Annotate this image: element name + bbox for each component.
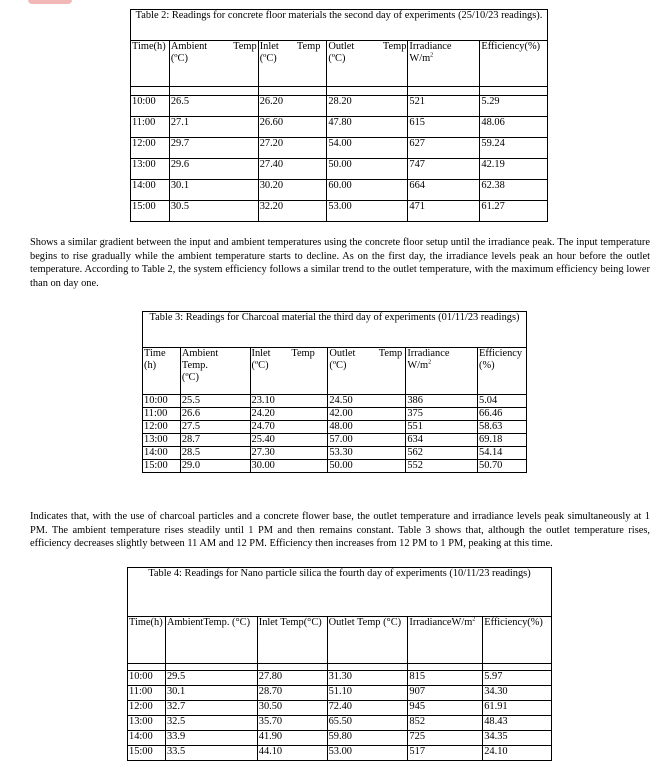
table-row: 15:00 33.5 44.10 53.00 517 24.10 — [128, 746, 552, 761]
table-2-header-inlet: Inlet Temp (ºC) — [258, 41, 327, 87]
table-row: 10:00 25.5 23.10 24.50 386 5.04 — [143, 395, 527, 408]
table-row: 12:00 29.7 27.20 54.00 627 59.24 — [131, 138, 548, 159]
table-row: 11:00 27.1 26.60 47.80 615 48.06 — [131, 117, 548, 138]
table-2 — [130, 9, 548, 222]
table-4 — [127, 567, 552, 761]
table-row: 10:00 29.5 27.80 31.30 815 5.97 — [128, 671, 552, 686]
table-4-header-ambient: AmbientTemp. (°C) — [165, 617, 257, 664]
table-3 — [142, 311, 527, 473]
table-2-header-efficiency: Efficiency(%) — [480, 41, 548, 87]
table-row: 14:00 30.1 30.20 60.00 664 62.38 — [131, 180, 548, 201]
table-row: 12:00 27.5 24.70 48.00 551 58.63 — [143, 421, 527, 434]
table-row: 10:00 26.5 26.20 28.20 521 5.29 — [131, 96, 548, 117]
table-3-header-irradiance: Irradiance $W/m^2$ — [406, 348, 478, 395]
table-2-header-time: Time(h) — [131, 41, 170, 87]
table-4-header-time: Time(h) — [128, 617, 166, 664]
table-3-header-inlet: Inlet Temp (ºC) — [250, 348, 328, 395]
table-4-header-outlet: Outlet Temp (°C) — [327, 617, 408, 664]
paragraph-table-2-discussion: Shows a similar gradient between the input and ambient temperatures using the concrete floor setup until the irradiance peak. The input temperature begins to rise gradually while the ambient temperature starts to decline. As on the first day, the irradiance levels peak an hour before the outlet temperature. According to Table 2, the system efficiency follows a similar trend to the outlet temperature, with the maximum efficiency being lower than on day one. — [30, 237, 650, 289]
table-row: 13:00 29.6 27.40 50.00 747 42.19 — [131, 159, 548, 180]
table-row: 14:00 28.5 27.30 53.30 562 54.14 — [143, 447, 527, 460]
table-3-caption: Table 3: Readings for Charcoal material the third day of experiments (01/11/23 readings) — [143, 312, 527, 348]
page-edge-fragment — [28, 0, 72, 4]
table-2-header-outlet: Outlet Temp (ºC) — [327, 41, 408, 87]
table-3-header-ambient: Ambient Temp. (ºC) — [180, 348, 250, 395]
table-row: 11:00 26.6 24.20 42.00 375 66.46 — [143, 408, 527, 421]
table-2-caption: Table 2: Readings for concrete floor materials the second day of experiments (25/10/23 readings). — [131, 10, 548, 41]
table-4-header-efficiency: Efficiency(%) — [483, 617, 552, 664]
table-3-header-outlet: Outlet Temp (ºC) — [328, 348, 406, 395]
table-2-header-row — [131, 41, 548, 87]
table-row: 12:00 32.7 30.50 72.40 945 61.91 — [128, 701, 552, 716]
table-2-header-irradiance: Irradiance $W/m^2$ — [408, 41, 480, 87]
table-row: 11:00 30.1 28.70 51.10 907 34.30 — [128, 686, 552, 701]
table-row: 15:00 30.5 32.20 53.00 471 61.27 — [131, 201, 548, 222]
paragraph-table-3-discussion: Indicates that, with the use of charcoal particles and a concrete flower base, the outlet temperature and irradiance levels peak simultaneously at 1 PM. The ambient temperature rises steadily until 1 PM and then remains constant. Table 3 shows that, although the outlet temperature rises, efficiency decreases slightly between 11 AM and 12 PM. Efficiency then increases from 12 PM to 1 PM, peaking at this time. — [30, 511, 650, 550]
table-4-header-inlet: Inlet Temp(°C) — [257, 617, 327, 664]
table-4-header-irradiance: IrradianceW/$m^2$ — [408, 617, 483, 664]
table-row: 13:00 28.7 25.40 57.00 634 69.18 — [143, 434, 527, 447]
table-3-header-efficiency: Efficiency (%) — [478, 348, 527, 395]
table-3-header-row — [143, 348, 527, 395]
table-4-header-row — [128, 617, 552, 664]
table-row: 13:00 32.5 35.70 65.50 852 48.43 — [128, 716, 552, 731]
table-3-header-time: Time (h) — [143, 348, 181, 395]
table-2-header-ambient: Ambient Temp (ºC) — [169, 41, 258, 87]
table-row: 15:00 29.0 30.00 50.00 552 50.70 — [143, 460, 527, 473]
table-row: 14:00 33.9 41.90 59.80 725 34.35 — [128, 731, 552, 746]
table-4-caption: Table 4: Readings for Nano particle silica the fourth day of experiments (10/11/23 readings) — [128, 568, 552, 617]
